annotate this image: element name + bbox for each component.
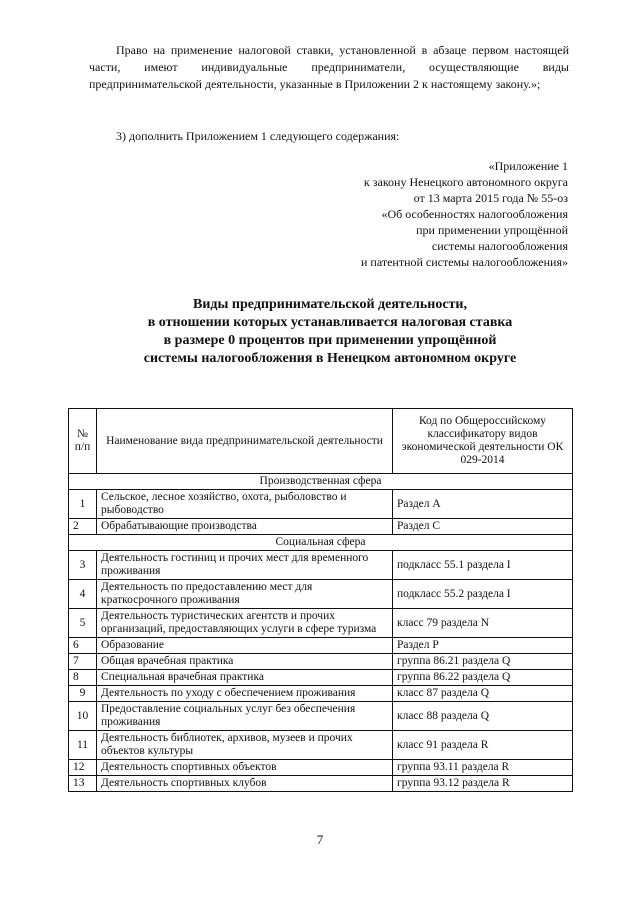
title-line: системы налогообложения в Ненецком автономном округе — [143, 351, 517, 366]
row-activity-name: Деятельность по уходу с обеспечением проживания — [97, 686, 393, 702]
row-activity-name: Обрабатывающие производства — [97, 519, 393, 535]
row-number: 6 — [69, 638, 97, 654]
row-number: 1 — [69, 490, 97, 519]
table-row — [69, 551, 573, 580]
appendix-line: «Приложение 1 — [488, 159, 568, 173]
section-title: Социальная сфера — [69, 535, 573, 551]
row-number: 2 — [69, 519, 97, 535]
title-line: Виды предпринимательской деятельности, — [193, 297, 467, 312]
row-okved-code: группа 93.11 раздела R — [393, 760, 573, 776]
table-row — [69, 638, 573, 654]
table-body — [69, 474, 573, 792]
activities-table — [68, 408, 573, 792]
paragraph-amendment: 3) дополнить Приложением 1 следующего содержания: — [116, 129, 400, 143]
row-number: 12 — [69, 760, 97, 776]
table-row — [69, 580, 573, 609]
row-activity-name: Деятельность спортивных клубов — [97, 776, 393, 792]
row-okved-code: Раздел Р — [393, 638, 573, 654]
table-header-row — [69, 409, 573, 474]
row-activity-name: Деятельность библиотек, архивов, музеев и прочих объектов культуры — [97, 731, 393, 760]
table-row — [69, 760, 573, 776]
appendix-line: системы налогообложения — [431, 239, 568, 253]
section-row — [69, 474, 573, 490]
appendix-line: при применении упрощённой — [416, 223, 568, 237]
document-title — [90, 296, 570, 368]
table-row — [69, 731, 573, 760]
section-title: Производственная сфера — [69, 474, 573, 490]
table-row — [69, 686, 573, 702]
table-row — [69, 490, 573, 519]
row-number: 4 — [69, 580, 97, 609]
title-line: в отношении которых устанавливается налоговая ставка — [147, 315, 513, 330]
row-number: 9 — [69, 686, 97, 702]
table-row — [69, 519, 573, 535]
row-number: 3 — [69, 551, 97, 580]
table-row — [69, 609, 573, 638]
row-number: 8 — [69, 670, 97, 686]
row-number: 10 — [69, 702, 97, 731]
header-activity-name: Наименование вида предпринимательской деятельности — [97, 409, 393, 474]
appendix-line: «Об особенностях налогообложения — [381, 207, 568, 221]
page-number: 7 — [316, 832, 324, 847]
row-number: 11 — [69, 731, 97, 760]
appendix-line: и патентной системы налогообложения» — [360, 255, 568, 269]
row-okved-code: группа 86.21 раздела Q — [393, 654, 573, 670]
appendix-line: от 13 марта 2015 года № 55-оз — [413, 191, 568, 205]
header-okved-code: Код по Общероссийскому классификатору видов экономической деятельности ОК 029-2014 — [393, 409, 573, 474]
row-okved-code: класс 88 раздела Q — [393, 702, 573, 731]
row-okved-code: класс 87 раздела Q — [393, 686, 573, 702]
row-okved-code: группа 86.22 раздела Q — [393, 670, 573, 686]
row-okved-code: класс 79 раздела N — [393, 609, 573, 638]
row-activity-name: Специальная врачебная практика — [97, 670, 393, 686]
row-number: 13 — [69, 776, 97, 792]
row-activity-name: Общая врачебная практика — [97, 654, 393, 670]
row-activity-name: Деятельность по предоставлению мест для краткосрочного проживания — [97, 580, 393, 609]
appendix-reference — [361, 158, 568, 270]
header-number: № п/п — [69, 409, 97, 474]
row-activity-name: Сельское, лесное хозяйство, охота, рыболовство и рыбоводство — [97, 490, 393, 519]
row-activity-name: Деятельность гостиниц и прочих мест для временного проживания — [97, 551, 393, 580]
section-row — [69, 535, 573, 551]
paragraph-patent-right: Право на применение налоговой ставки, установленной в абзаце первом настоящей части, имеют индивидуальные предприниматели, осуществляющие виды предпринимательской деятельности, указанные в Приложении 2 к настоящему закону.»; — [89, 43, 569, 91]
row-activity-name: Образование — [97, 638, 393, 654]
row-activity-name: Деятельность туристических агентств и прочих организаций, предоставляющих услуги в сфере туризма — [97, 609, 393, 638]
table-row — [69, 776, 573, 792]
table-row — [69, 670, 573, 686]
appendix-line: к закону Ненецкого автономного округа — [363, 175, 568, 189]
row-okved-code: класс 91 раздела R — [393, 731, 573, 760]
table-row — [69, 654, 573, 670]
row-okved-code: Раздел С — [393, 519, 573, 535]
row-number: 7 — [69, 654, 97, 670]
row-okved-code: подкласс 55.2 раздела I — [393, 580, 573, 609]
row-activity-name: Деятельность спортивных объектов — [97, 760, 393, 776]
title-line: в размере 0 процентов при применении упрощённой — [163, 333, 497, 348]
row-okved-code: группа 93.12 раздела R — [393, 776, 573, 792]
row-number: 5 — [69, 609, 97, 638]
row-activity-name: Предоставление социальных услуг без обеспечения проживания — [97, 702, 393, 731]
row-okved-code: подкласс 55.1 раздела I — [393, 551, 573, 580]
row-okved-code: Раздел А — [393, 490, 573, 519]
table-row — [69, 702, 573, 731]
